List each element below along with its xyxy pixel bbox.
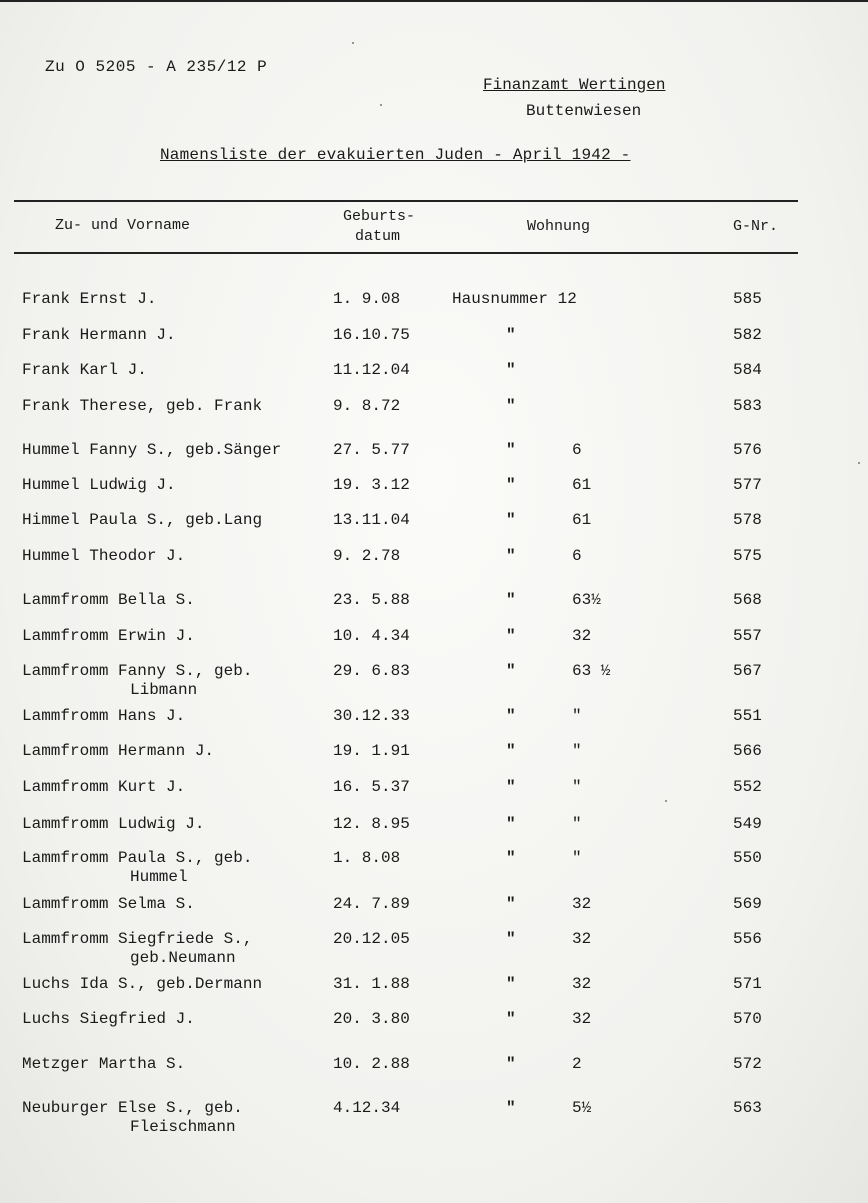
- ditto-mark: ": [506, 815, 516, 833]
- table-row: [0, 778, 868, 818]
- person-name: Hummel Ludwig J.: [22, 476, 176, 494]
- g-number: 571: [733, 975, 762, 993]
- column-header-gnr: G-Nr.: [733, 218, 779, 235]
- table-row: [0, 1010, 868, 1050]
- scan-speck: [352, 42, 354, 44]
- person-name-continued: Fleischmann: [130, 1118, 236, 1136]
- scan-speck: [380, 104, 382, 106]
- birth-date: 16.10.75: [333, 326, 410, 344]
- person-name: Neuburger Else S., geb.: [22, 1099, 243, 1117]
- ditto-mark: ": [506, 1010, 516, 1028]
- g-number: 568: [733, 591, 762, 609]
- address: Hausnummer 12: [452, 290, 577, 308]
- birth-date: 9. 2.78: [333, 547, 401, 565]
- table-row: [0, 975, 868, 1015]
- house-number: ": [572, 849, 582, 867]
- house-number: 63 ½: [572, 662, 611, 680]
- person-name: Lammfromm Hans J.: [22, 707, 186, 725]
- birth-date: 16. 5.37: [333, 778, 410, 796]
- person-name: Frank Hermann J.: [22, 326, 176, 344]
- birth-date: 9. 8.72: [333, 397, 401, 415]
- person-name: Hummel Fanny S., geb.Sänger: [22, 441, 282, 459]
- g-number: 584: [733, 361, 762, 379]
- table-row: [0, 511, 868, 551]
- ditto-mark: ": [506, 849, 516, 867]
- house-number: 32: [572, 1010, 592, 1028]
- ditto-mark: ": [506, 778, 516, 796]
- person-name: Lammfromm Erwin J.: [22, 627, 195, 645]
- g-number: 578: [733, 511, 762, 529]
- ditto-mark: ": [506, 326, 516, 344]
- birth-date: 19. 3.12: [333, 476, 410, 494]
- g-number: 557: [733, 627, 762, 645]
- office-name: Finanzamt Wertingen: [483, 76, 666, 94]
- house-number: 6: [572, 547, 582, 565]
- ditto-mark: ": [506, 707, 516, 725]
- person-name: Luchs Ida S., geb.Dermann: [22, 975, 263, 993]
- table-row: [0, 290, 868, 330]
- table-row: [0, 397, 868, 437]
- birth-date: 4.12.34: [333, 1099, 401, 1117]
- g-number: 570: [733, 1010, 762, 1028]
- table-row: [0, 547, 868, 587]
- table-row: [0, 591, 868, 631]
- table-row: [0, 441, 868, 481]
- table-row: [0, 895, 868, 935]
- ditto-mark: ": [506, 547, 516, 565]
- column-header-date-2: datum: [355, 228, 401, 245]
- ditto-mark: ": [506, 627, 516, 645]
- g-number: 585: [733, 290, 762, 308]
- birth-date: 27. 5.77: [333, 441, 410, 459]
- g-number: 575: [733, 547, 762, 565]
- g-number: 577: [733, 476, 762, 494]
- scan-speck: [858, 462, 860, 464]
- document-title: Namensliste der evakuierten Juden - April 1942 -: [160, 146, 631, 164]
- ditto-mark: ": [506, 1099, 516, 1117]
- ditto-mark: ": [506, 591, 516, 609]
- person-name-continued: Hummel: [130, 868, 188, 886]
- g-number: 549: [733, 815, 762, 833]
- house-number: 61: [572, 476, 592, 494]
- birth-date: 12. 8.95: [333, 815, 410, 833]
- house-number: ": [572, 815, 582, 833]
- header-rule-bottom: [14, 252, 798, 254]
- table-row: [0, 627, 868, 667]
- house-number: 32: [572, 895, 592, 913]
- person-name-continued: Libmann: [130, 681, 198, 699]
- birth-date: 30.12.33: [333, 707, 410, 725]
- house-number: ": [572, 778, 582, 796]
- scan-border: [0, 0, 868, 2]
- g-number: 566: [733, 742, 762, 760]
- birth-date: 24. 7.89: [333, 895, 410, 913]
- g-number: 582: [733, 326, 762, 344]
- column-header-date-1: Geburts-: [343, 208, 416, 225]
- ditto-mark: ": [506, 975, 516, 993]
- g-number: 551: [733, 707, 762, 725]
- house-number: ": [572, 707, 582, 725]
- ditto-mark: ": [506, 895, 516, 913]
- house-number: ": [572, 742, 582, 760]
- person-name: Lammfromm Selma S.: [22, 895, 195, 913]
- table-row: [0, 662, 868, 702]
- table-row: [0, 361, 868, 401]
- birth-date: 31. 1.88: [333, 975, 410, 993]
- person-name: Lammfromm Siegfriede S.,: [22, 930, 253, 948]
- person-name: Lammfromm Hermann J.: [22, 742, 215, 760]
- town-name: Buttenwiesen: [526, 102, 642, 120]
- person-name: Lammfromm Kurt J.: [22, 778, 186, 796]
- birth-date: 23. 5.88: [333, 591, 410, 609]
- table-row: [0, 742, 868, 782]
- house-number: 5½: [572, 1099, 592, 1117]
- ditto-mark: ": [506, 662, 516, 680]
- ditto-mark: ": [506, 742, 516, 760]
- table-row: [0, 930, 868, 970]
- table-row: [0, 849, 868, 889]
- g-number: 572: [733, 1055, 762, 1073]
- table-row: [0, 476, 868, 516]
- scan-speck: [665, 800, 667, 802]
- ditto-mark: ": [506, 361, 516, 379]
- person-name: Metzger Martha S.: [22, 1055, 186, 1073]
- person-name: Lammfromm Bella S.: [22, 591, 195, 609]
- table-row: [0, 1055, 868, 1095]
- person-name: Lammfromm Ludwig J.: [22, 815, 205, 833]
- person-name: Lammfromm Fanny S., geb.: [22, 662, 253, 680]
- birth-date: 20.12.05: [333, 930, 410, 948]
- house-number: 32: [572, 975, 592, 993]
- birth-date: 19. 1.91: [333, 742, 410, 760]
- birth-date: 20. 3.80: [333, 1010, 410, 1028]
- birth-date: 1. 8.08: [333, 849, 401, 867]
- person-name: Hummel Theodor J.: [22, 547, 186, 565]
- person-name-continued: geb.Neumann: [130, 949, 236, 967]
- house-number: 6: [572, 441, 582, 459]
- g-number: 576: [733, 441, 762, 459]
- birth-date: 13.11.04: [333, 511, 410, 529]
- g-number: 567: [733, 662, 762, 680]
- g-number: 556: [733, 930, 762, 948]
- house-number: 2: [572, 1055, 582, 1073]
- g-number: 583: [733, 397, 762, 415]
- g-number: 563: [733, 1099, 762, 1117]
- table-row: [0, 1099, 868, 1139]
- ditto-mark: ": [506, 1055, 516, 1073]
- house-number: 61: [572, 511, 592, 529]
- house-number: 63½: [572, 591, 601, 609]
- birth-date: 29. 6.83: [333, 662, 410, 680]
- column-header-address: Wohnung: [527, 218, 591, 235]
- ditto-mark: ": [506, 930, 516, 948]
- ditto-mark: ": [506, 397, 516, 415]
- house-number: 32: [572, 627, 592, 645]
- table-row: [0, 326, 868, 366]
- birth-date: 1. 9.08: [333, 290, 401, 308]
- person-name: Frank Therese, geb. Frank: [22, 397, 263, 415]
- ditto-mark: ": [506, 511, 516, 529]
- birth-date: 10. 2.88: [333, 1055, 410, 1073]
- person-name: Luchs Siegfried J.: [22, 1010, 195, 1028]
- table-row: [0, 707, 868, 747]
- ditto-mark: ": [506, 476, 516, 494]
- column-header-name: Zu- und Vorname: [55, 217, 191, 234]
- person-name: Lammfromm Paula S., geb.: [22, 849, 253, 867]
- person-name: Frank Ernst J.: [22, 290, 157, 308]
- person-name: Himmel Paula S., geb.Lang: [22, 511, 263, 529]
- birth-date: 10. 4.34: [333, 627, 410, 645]
- reference-number: Zu O 5205 - A 235/12 P: [45, 58, 268, 76]
- g-number: 550: [733, 849, 762, 867]
- g-number: 552: [733, 778, 762, 796]
- ditto-mark: ": [506, 441, 516, 459]
- person-name: Frank Karl J.: [22, 361, 147, 379]
- house-number: 32: [572, 930, 592, 948]
- birth-date: 11.12.04: [333, 361, 410, 379]
- g-number: 569: [733, 895, 762, 913]
- header-rule-top: [14, 200, 798, 202]
